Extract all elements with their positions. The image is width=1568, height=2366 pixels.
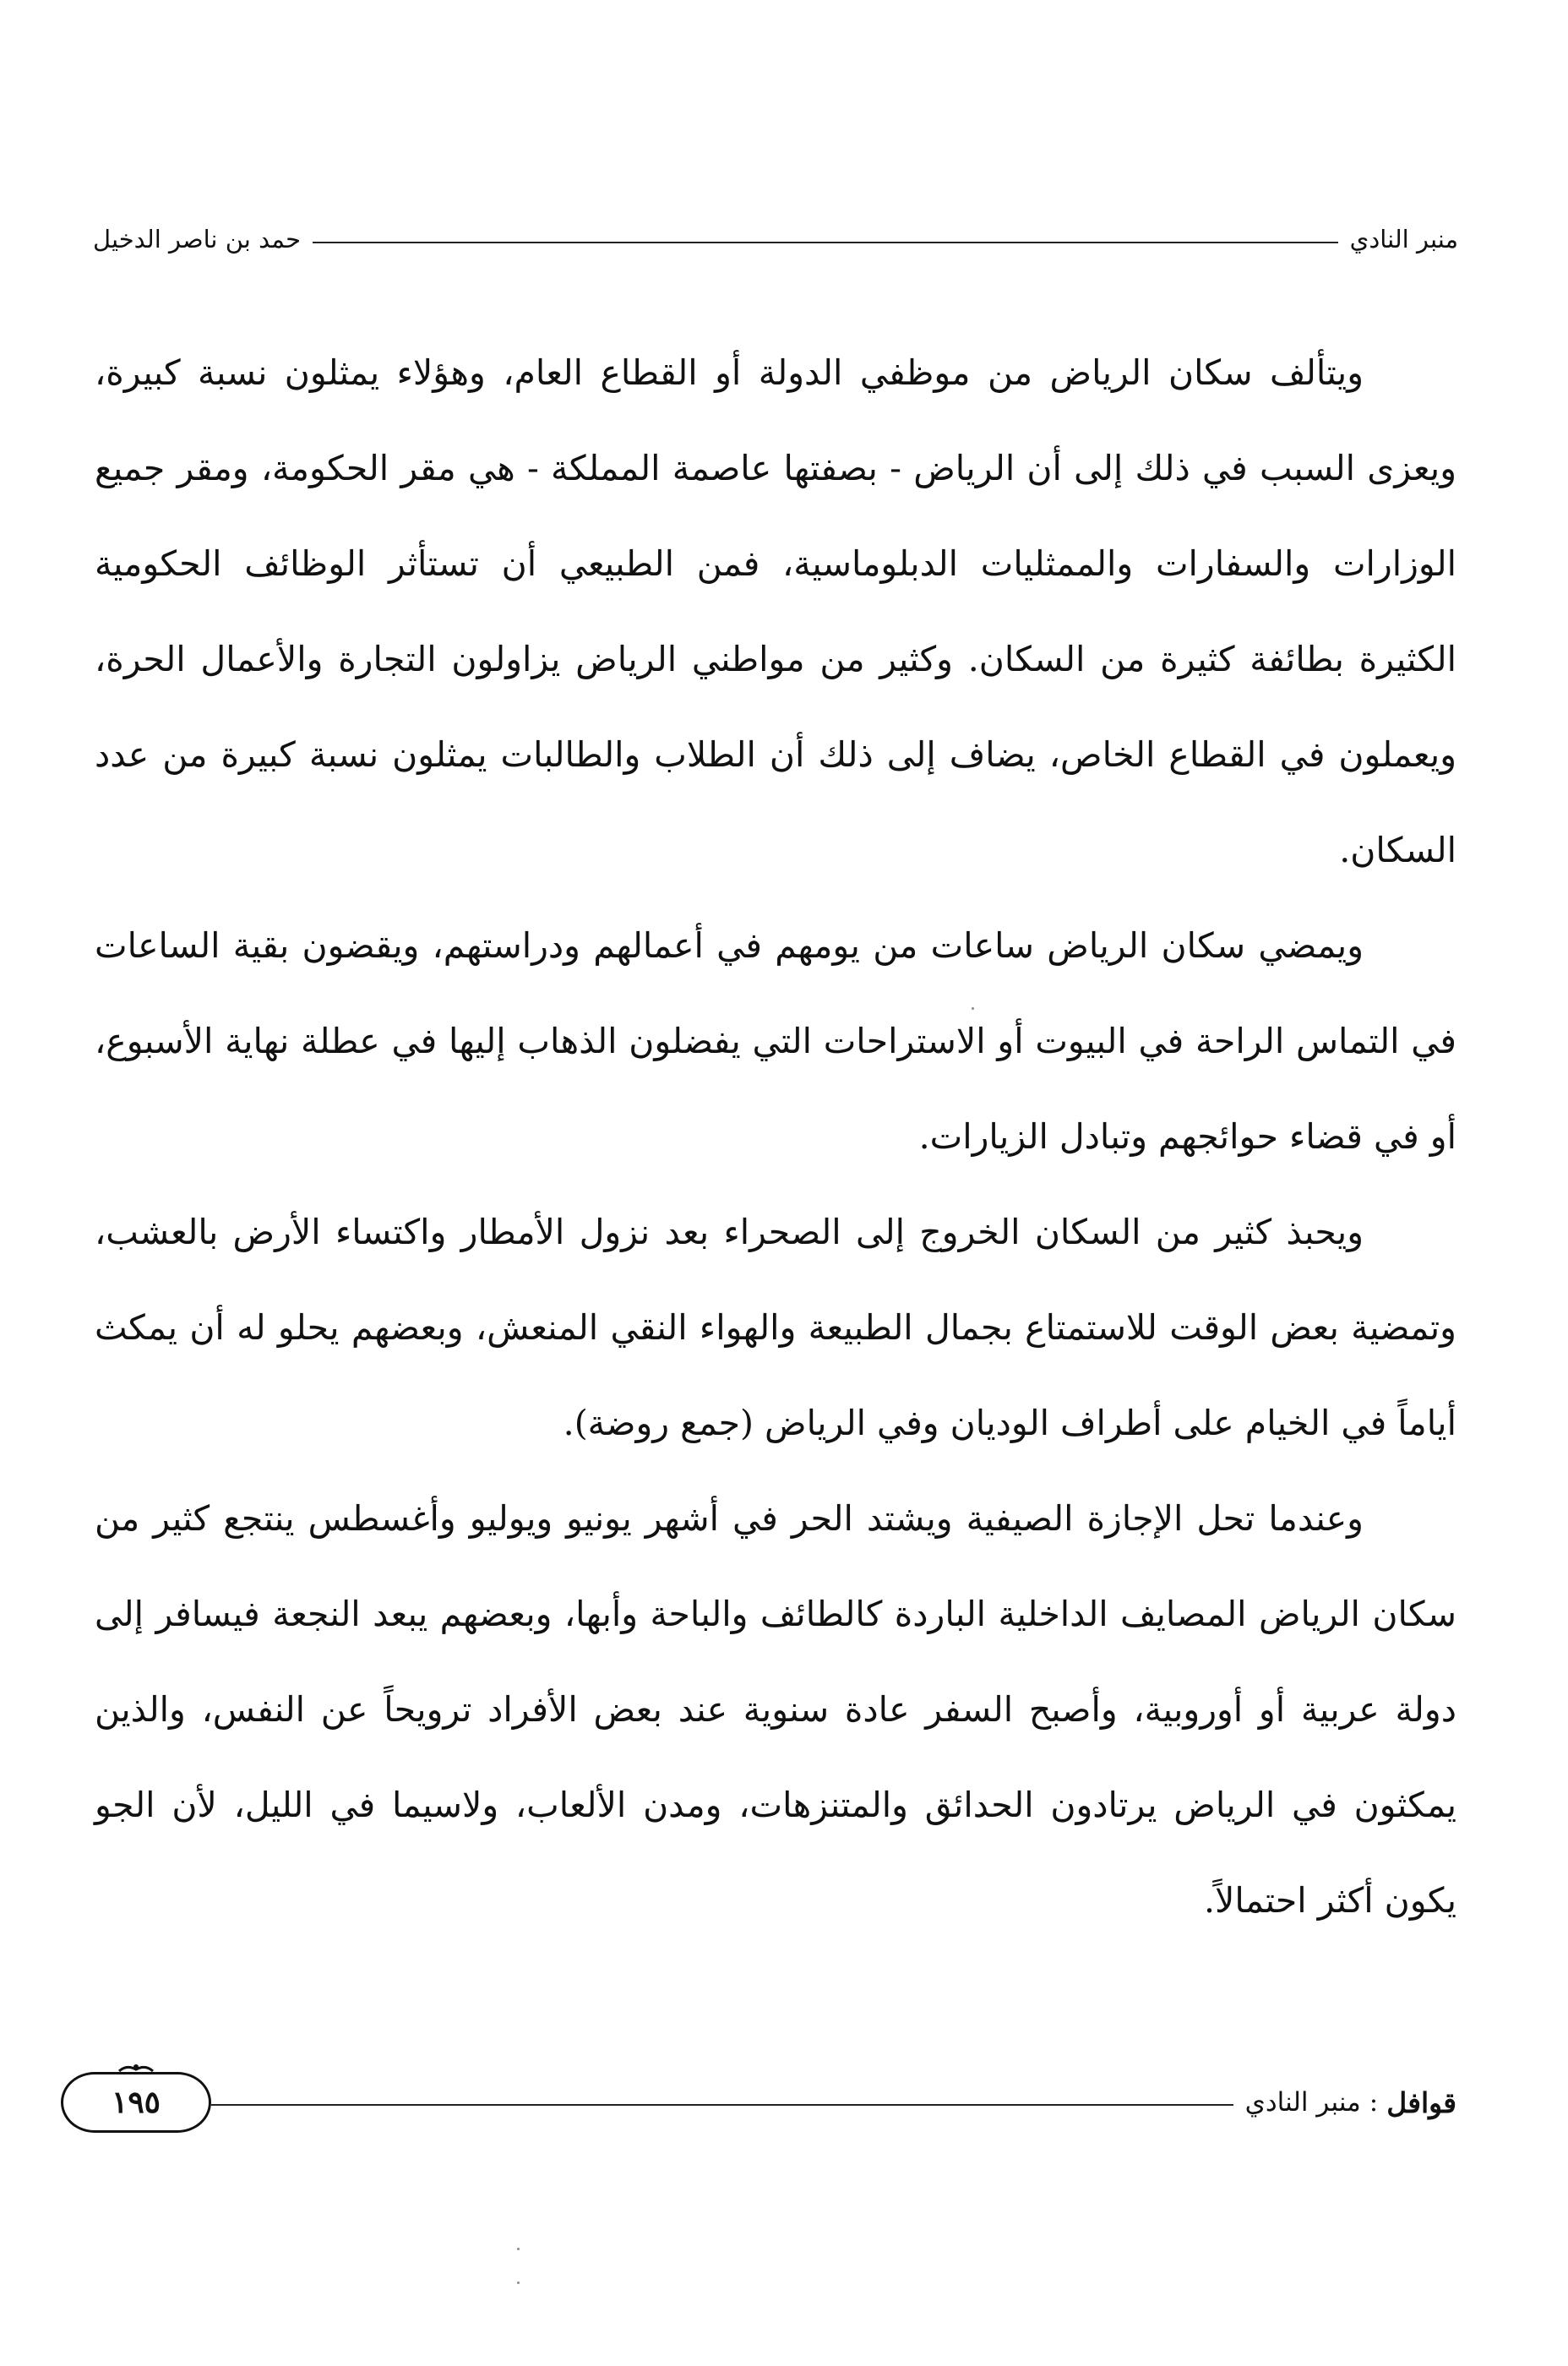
paragraph-2: ويمضي سكان الرياض ساعات من يومهم في أعمالهم ودراستهم، ويقضون بقية الساعات في التماس الراحة في البيوت أو الاستراحات التي يفضلون الذهاب إليها في عطلة نهاية الأسبوع، أو في قضاء حوائجهم وتبادل الزيارات. bbox=[95, 925, 1456, 1157]
running-footer bbox=[61, 2069, 1456, 2136]
running-header bbox=[93, 218, 1458, 260]
page-number: ١٩٥ bbox=[112, 2085, 161, 2120]
paragraph-4: وعندما تحل الإجازة الصيفية ويشتد الحر في أشهر يونيو ويوليو وأغسطس ينتجع كثير من سكان الرياض المصايف الداخلية الباردة كالطائف والباحة وأبها، وبعضهم يبعد النجعة فيسافر إلى دولة عربية أو أوروبية، وأصبح السفر عادة سنوية عند بعض الأفراد ترويحاً عن النفس، والذين يمكثون في الرياض يرتادون الحدائق والمتنزهات، ومدن الألعاب، ولاسيما في الليل، لأن الجو يكون أكثر احتمالاً. bbox=[95, 1498, 1456, 1921]
footer-colon: : bbox=[1369, 2087, 1379, 2118]
footer-journal-name: قوافل bbox=[1386, 2085, 1456, 2119]
scan-speck bbox=[972, 1007, 974, 1010]
header-author: حمد بن ناصر الدخيل bbox=[93, 225, 302, 254]
header-section-title: منبر النادي bbox=[1349, 225, 1458, 254]
page-number-badge bbox=[61, 2072, 211, 2133]
article-body bbox=[95, 325, 1456, 1949]
scan-speck bbox=[517, 2282, 520, 2284]
header-rule bbox=[313, 242, 1338, 243]
footer-section-title: منبر النادي bbox=[1244, 2087, 1361, 2118]
paragraph-1: ويتألف سكان الرياض من موظفي الدولة أو القطاع العام، وهؤلاء يمثلون نسبة كبيرة، ويعزى السبب في ذلك إلى أن الرياض - بصفتها عاصمة المملكة - هي مقر الحكومة، ومقر جميع الوزارات والسفارات والممثليات الدبلوماسية، فمن الطبيعي أن تستأثر الوظائف الحكومية الكثيرة بطائفة كثيرة من السكان. وكثير من مواطني الرياض يزاولون التجارة والأعمال الحرة، ويعملون في القطاع الخاص، يضاف إلى ذلك أن الطلاب والطالبات يمثلون نسبة كبيرة من عدد السكان. bbox=[95, 352, 1456, 870]
paragraph-3: ويحبذ كثير من السكان الخروج إلى الصحراء بعد نزول الأمطار واكتساء الأرض بالعشب، وتمضية بعض الوقت للاستمتاع بجمال الطبيعة والهواء النقي المنعش، وبعضهم يحلو له أن يمكث أياماً في الخيام على أطراف الوديان وفي الرياض (جمع روضة). bbox=[95, 1212, 1456, 1443]
scan-speck bbox=[517, 2248, 520, 2250]
ornament-icon bbox=[117, 2063, 155, 2074]
footer-rule bbox=[211, 2104, 1233, 2106]
